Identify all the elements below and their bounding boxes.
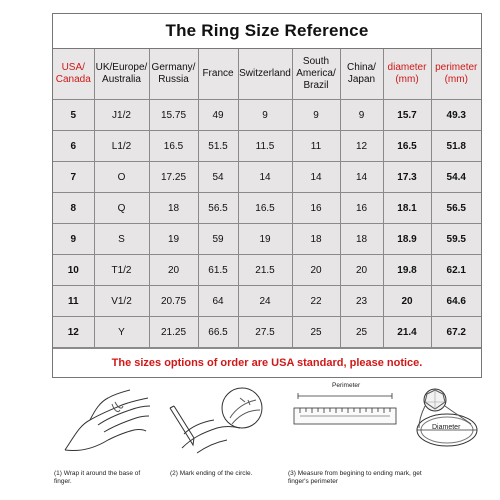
cell-germany: 16.5 [149, 131, 198, 162]
table-row [53, 162, 481, 193]
cell-uk: Y [94, 317, 149, 348]
pen-mark-illustration [162, 378, 272, 458]
cell-usa: 11 [53, 286, 94, 317]
cell-switzerland: 24 [238, 286, 292, 317]
cell-diameter: 16.5 [383, 131, 431, 162]
table-row [53, 255, 481, 286]
cell-france: 56.5 [198, 193, 238, 224]
header-perimeter: perimeter (mm) [431, 49, 481, 100]
cell-south-america: 18 [292, 224, 340, 255]
perimeter-label: Perimeter [332, 382, 361, 389]
cell-uk: V1/2 [94, 286, 149, 317]
cell-germany: 15.75 [149, 100, 198, 131]
cell-switzerland: 9 [238, 100, 292, 131]
cell-south-america: 16 [292, 193, 340, 224]
cell-south-america: 20 [292, 255, 340, 286]
cell-perimeter: 49.3 [431, 100, 481, 131]
cell-diameter: 21.4 [383, 317, 431, 348]
cell-uk: L1/2 [94, 131, 149, 162]
cell-uk: S [94, 224, 149, 255]
table-row [53, 317, 481, 348]
cell-china: 16 [340, 193, 383, 224]
cell-usa: 8 [53, 193, 94, 224]
ring-size-chart [52, 13, 482, 378]
cell-germany: 17.25 [149, 162, 198, 193]
header-germany: Germany/ Russia [149, 49, 198, 100]
cell-perimeter: 51.8 [431, 131, 481, 162]
table-row [53, 193, 481, 224]
header-switzerland: Switzerland [238, 49, 292, 100]
header-uk: UK/Europe/ Australia [94, 49, 149, 100]
cell-south-america: 11 [292, 131, 340, 162]
cell-south-america: 22 [292, 286, 340, 317]
cell-usa: 7 [53, 162, 94, 193]
cell-france: 59 [198, 224, 238, 255]
header-china: China/ Japan [340, 49, 383, 100]
cell-germany: 19 [149, 224, 198, 255]
notice-text: The sizes options of order are USA standard, please notice. [53, 348, 481, 377]
cell-uk: J1/2 [94, 100, 149, 131]
header-row [53, 49, 481, 100]
cell-china: 23 [340, 286, 383, 317]
table-body [53, 100, 481, 348]
cell-diameter: 19.8 [383, 255, 431, 286]
cell-diameter: 20 [383, 286, 431, 317]
cell-china: 18 [340, 224, 383, 255]
cell-france: 64 [198, 286, 238, 317]
cell-south-america: 14 [292, 162, 340, 193]
diameter-label: Diameter [432, 424, 461, 431]
cell-france: 49 [198, 100, 238, 131]
header-diameter: diameter (mm) [383, 49, 431, 100]
header-france: France [198, 49, 238, 100]
cell-usa: 5 [53, 100, 94, 131]
cell-usa: 12 [53, 317, 94, 348]
cell-germany: 20.75 [149, 286, 198, 317]
step2-caption: (2) Mark ending of the circle. [170, 470, 253, 477]
cell-diameter: 15.7 [383, 100, 431, 131]
cell-uk: O [94, 162, 149, 193]
cell-south-america: 25 [292, 317, 340, 348]
cell-perimeter: 67.2 [431, 317, 481, 348]
cell-switzerland: 16.5 [238, 193, 292, 224]
measuring-instructions [52, 378, 482, 498]
table-row [53, 224, 481, 255]
header-usa: USA/ Canada [53, 49, 94, 100]
size-table [53, 49, 481, 348]
cell-uk: T1/2 [94, 255, 149, 286]
cell-perimeter: 54.4 [431, 162, 481, 193]
ring-illustration [407, 378, 482, 458]
cell-switzerland: 27.5 [238, 317, 292, 348]
cell-switzerland: 14 [238, 162, 292, 193]
cell-china: 25 [340, 317, 383, 348]
cell-france: 54 [198, 162, 238, 193]
cell-france: 61.5 [198, 255, 238, 286]
cell-perimeter: 56.5 [431, 193, 481, 224]
cell-diameter: 18.9 [383, 224, 431, 255]
cell-switzerland: 11.5 [238, 131, 292, 162]
cell-china: 20 [340, 255, 383, 286]
cell-perimeter: 62.1 [431, 255, 481, 286]
cell-usa: 10 [53, 255, 94, 286]
step3-caption: (3) Measure from begining to ending mark, get finger's perimeter [288, 470, 422, 485]
cell-perimeter: 64.6 [431, 286, 481, 317]
cell-germany: 21.25 [149, 317, 198, 348]
cell-usa: 9 [53, 224, 94, 255]
cell-germany: 20 [149, 255, 198, 286]
ruler-illustration [290, 392, 400, 432]
cell-china: 12 [340, 131, 383, 162]
table-row [53, 100, 481, 131]
table-row [53, 131, 481, 162]
cell-uk: Q [94, 193, 149, 224]
cell-germany: 18 [149, 193, 198, 224]
step1-caption: (1) Wrap it around the base of finger. [54, 470, 141, 485]
cell-south-america: 9 [292, 100, 340, 131]
chart-title: The Ring Size Reference [53, 14, 481, 49]
cell-france: 51.5 [198, 131, 238, 162]
cell-usa: 6 [53, 131, 94, 162]
cell-diameter: 18.1 [383, 193, 431, 224]
table-row [53, 286, 481, 317]
cell-perimeter: 59.5 [431, 224, 481, 255]
cell-switzerland: 19 [238, 224, 292, 255]
cell-france: 66.5 [198, 317, 238, 348]
cell-diameter: 17.3 [383, 162, 431, 193]
cell-switzerland: 21.5 [238, 255, 292, 286]
hand-wrap-illustration [60, 380, 155, 460]
cell-china: 9 [340, 100, 383, 131]
header-south-america: South America/ Brazil [292, 49, 340, 100]
cell-china: 14 [340, 162, 383, 193]
